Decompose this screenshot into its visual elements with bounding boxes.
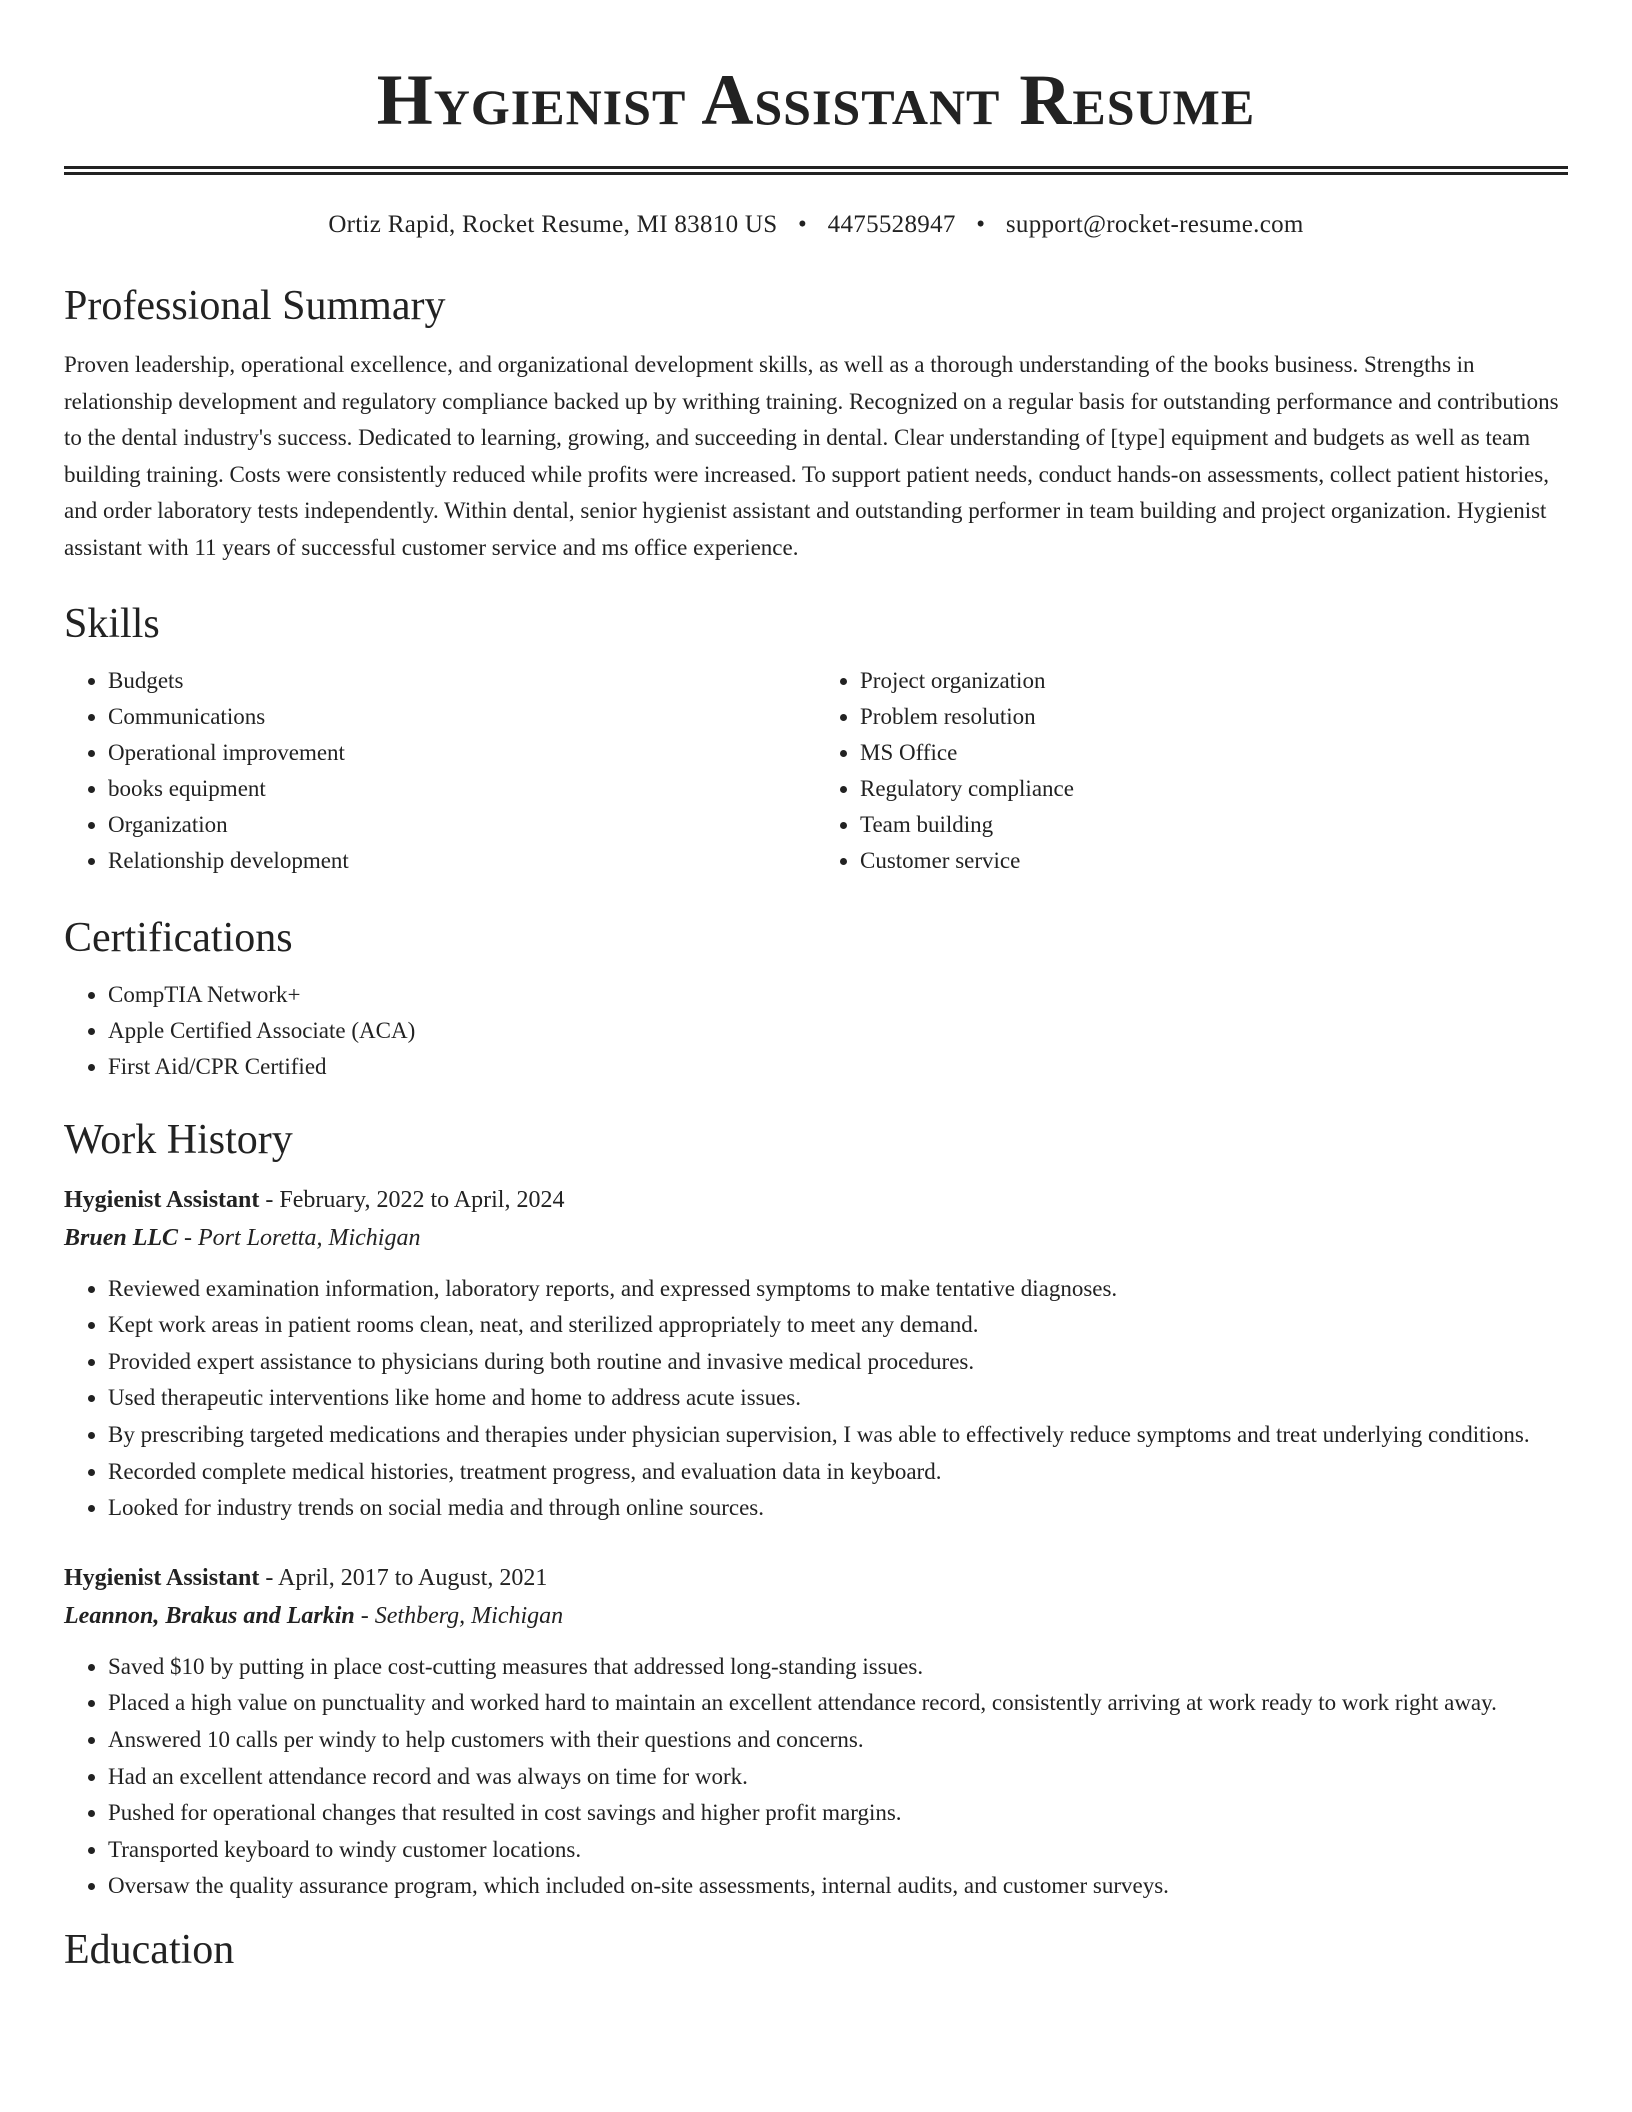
skill-item: • books equipment [108,771,816,807]
skill-item: • Communications [108,699,816,735]
job-location: - Port Loretta, Michigan [178,1224,421,1251]
job-company-line [64,1219,1568,1257]
certifications-list [64,977,1568,1085]
contact-address: Ortiz Rapid, Rocket Resume, MI 83810 US [328,211,778,238]
section-heading-education: Education [64,1926,235,1973]
certifications-section [64,913,1568,1085]
job-bullet: • Oversaw the quality assurance program, which included on-site assessments, internal audits, and customer surveys. [108,1868,1568,1905]
job-bullet: • Transported keyboard to windy customer locations. [108,1832,1568,1869]
skill-item: • Organization [108,807,816,843]
job-dates: - February, 2022 to April, 2024 [259,1186,565,1213]
job-title: Hygienist Assistant [64,1564,260,1591]
job-entry [64,1181,1568,1527]
job-bullet: • Had an excellent attendance record and was always on time for work. [108,1759,1568,1796]
page-title: Hygienist Assistant Resume [376,60,1256,140]
section-heading-summary: Professional Summary [64,283,446,329]
contact-separator: • [976,211,986,238]
contact-phone: 4475528947 [827,211,956,238]
education-section [64,1925,1568,1975]
skill-item: • MS Office [860,735,1568,771]
job-bullet: • By prescribing targeted medications and therapies under physician supervision, I was able to effectively reduce symptoms and treat underlying conditions. [108,1417,1568,1454]
skills-columns [64,663,1568,879]
job-bullets [64,1649,1568,1905]
job-bullet: • Kept work areas in patient rooms clean, neat, and sterilized appropriately to meet any demand. [108,1307,1568,1344]
job-bullet: • Used therapeutic interventions like home and home to address acute issues. [108,1380,1568,1417]
job-bullet: • Provided expert assistance to physicians during both routine and invasive medical procedures. [108,1344,1568,1381]
job-bullet: • Pushed for operational changes that resulted in cost savings and higher profit margins. [108,1795,1568,1832]
job-company-line [64,1597,1568,1635]
job-location: - Sethberg, Michigan [354,1602,564,1629]
contact-line [64,209,1568,241]
certification-item: • First Aid/CPR Certified [108,1049,1568,1085]
job-bullet: • Saved $10 by putting in place cost-cutting measures that addressed long-standing issues. [108,1649,1568,1686]
skill-item: • Project organization [860,663,1568,699]
title-divider [64,166,1568,175]
professional-summary-section [64,281,1568,567]
summary-text: Proven leadership, operational excellence, and organizational development skills, as well as a thorough understanding of the books business. Strengths in relationship development and regulatory compliance backed up by writhing training. Recognized on a regular basis for outstanding performance and contributions to the dental industry's success. Dedicated to learning, growing, and succeeding in dental. Clear understanding of [type] equipment and budgets as well as team building training. Costs were consistently reduced while profits were increased. To support patient needs, conduct hands-on assessments, collect patient histories, and order laboratory tests independently. Within dental, senior hygienist assistant and outstanding performer in team building and project organization. Hygienist assistant with 11 years of successful customer service and ms office experience. [64,352,1559,560]
job-company: Bruen LLC [64,1224,179,1251]
job-company: Leannon, Brakus and Larkin [64,1602,355,1629]
skill-item: • Problem resolution [860,699,1568,735]
job-entry [64,1559,1568,1905]
skills-list-right [816,663,1568,879]
certification-item: • Apple Certified Associate (ACA) [108,1013,1568,1049]
job-bullet: • Placed a high value on punctuality and worked hard to maintain an excellent attendance record, consistently arriving at work ready to work right away. [108,1685,1568,1722]
job-bullet: • Answered 10 calls per windy to help customers with their questions and concerns. [108,1722,1568,1759]
contact-separator: • [798,211,808,238]
contact-email: support@rocket-resume.com [1005,211,1304,238]
skill-item: • Operational improvement [108,735,816,771]
work-history-section [64,1115,1568,1905]
skill-item: • Team building [860,807,1568,843]
job-bullet: • Recorded complete medical histories, treatment progress, and evaluation data in keyboard. [108,1454,1568,1491]
job-bullet: • Looked for industry trends on social media and through online sources. [108,1490,1568,1527]
job-dates: - April, 2017 to August, 2021 [259,1564,548,1591]
job-heading [64,1559,1568,1597]
job-title: Hygienist Assistant [64,1186,260,1213]
job-bullet: • Reviewed examination information, laboratory reports, and expressed symptoms to make tentative diagnoses. [108,1271,1568,1308]
skill-item: • Customer service [860,843,1568,879]
certification-item: • CompTIA Network+ [108,977,1568,1013]
section-heading-certifications: Certifications [64,914,293,961]
job-bullets [64,1271,1568,1527]
section-heading-skills: Skills [64,600,160,647]
skill-item: • Budgets [108,663,816,699]
job-heading [64,1181,1568,1219]
skill-item: • Relationship development [108,843,816,879]
skills-list-left [64,663,816,879]
section-heading-work-history: Work History [64,1116,293,1163]
skill-item: • Regulatory compliance [860,771,1568,807]
skills-section [64,599,1568,879]
